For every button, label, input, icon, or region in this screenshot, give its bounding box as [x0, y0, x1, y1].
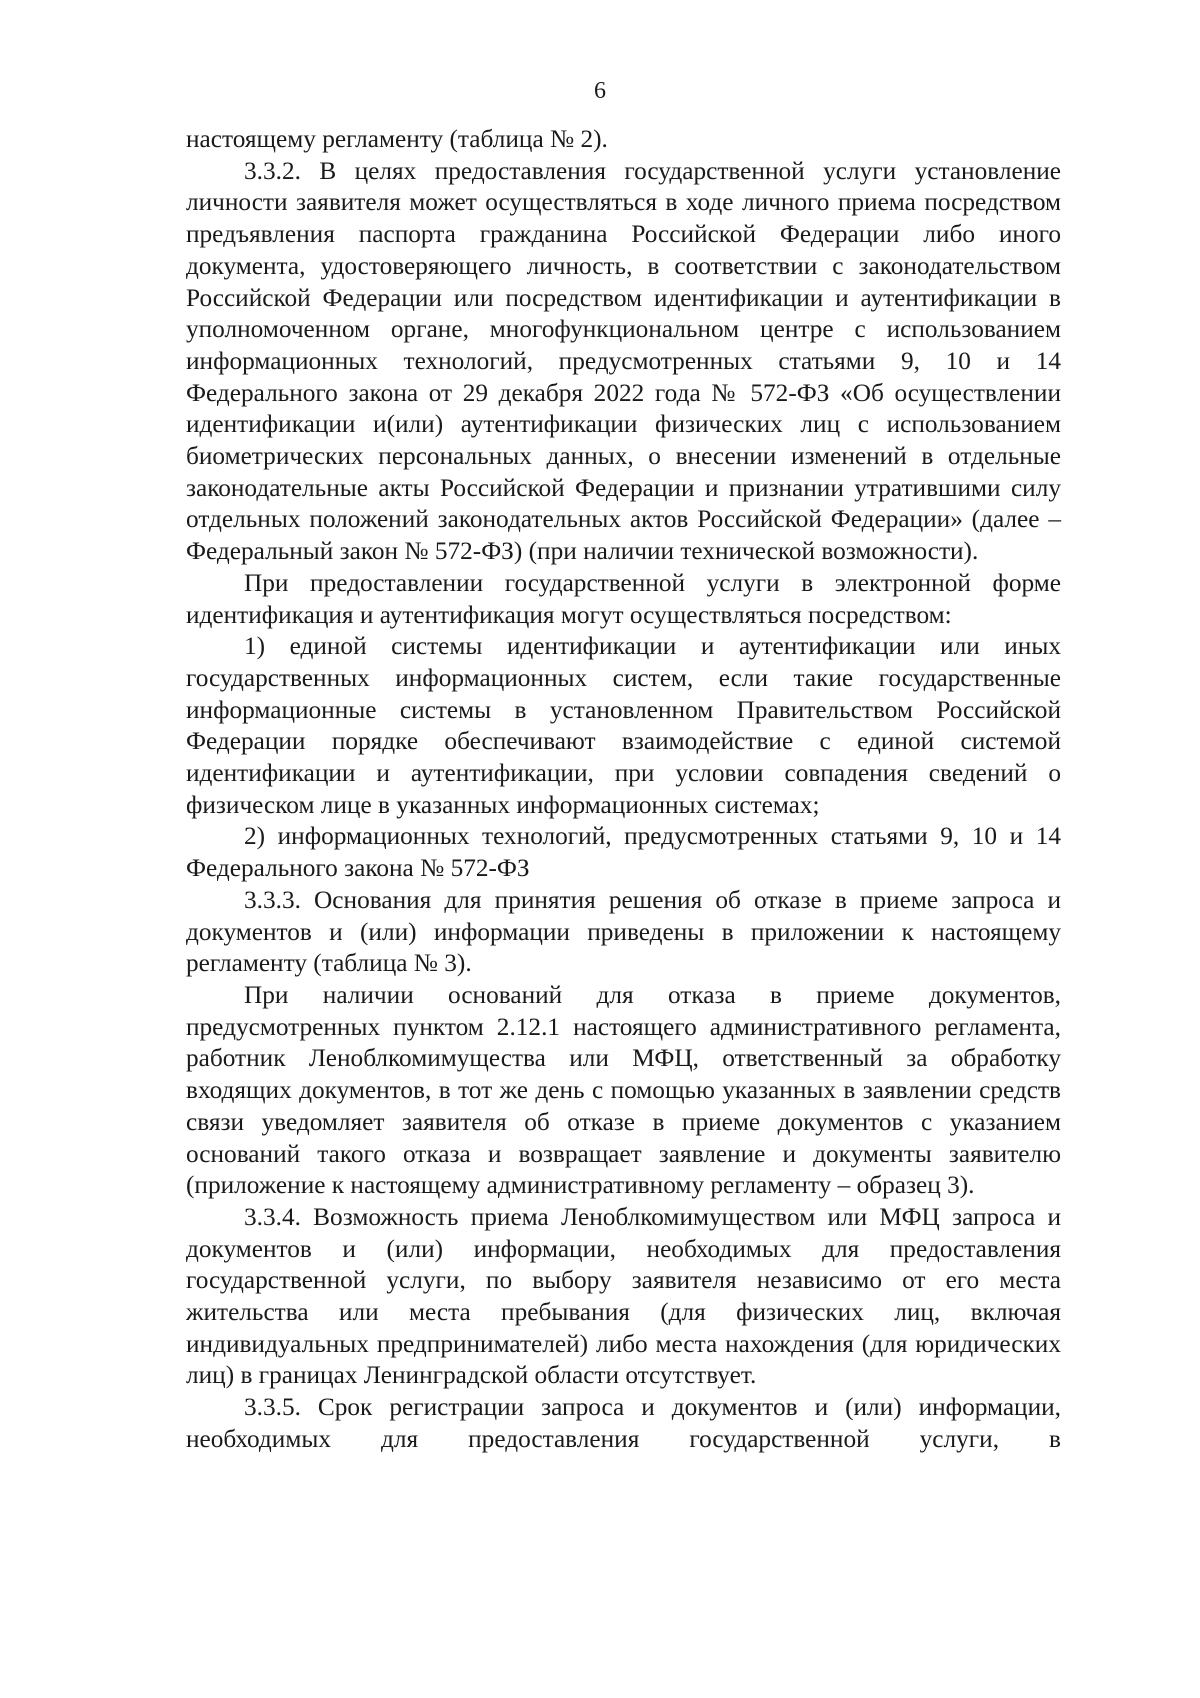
paragraph-refusal-grounds: При наличии оснований для отказа в приеме документов, предусмотренных пунктом 2.12.1 настоящего административного регламента, работник Леноблкомимущества или МФЦ, ответственный за обработку входящих документов, в тот же день с помощью указанных в заявлении средств связи уведомляет заявителя об отказе в приеме документов с указанием оснований такого отказа и возвращает заявление и документы заявителю (приложение к настоящему административному регламенту – образец 3). — [186, 980, 1061, 1200]
paragraph-3-3-4: 3.3.4. Возможность приема Леноблкомимуществом или МФЦ запроса и документов и (или) информации, необходимых для предоставления государственной услуги, по выбору заявителя независимо от его места жительства или места пребывания (для физических лиц, включая индивидуальных предпринимателей) либо места нахождения (для юридических лиц) в границах Ленинградской области отсутствует. — [186, 1202, 1061, 1390]
paragraph-3-3-2: 3.3.2. В целях предоставления государственной услуги установление личности заявителя может осуществляться в ходе личного приема посредством предъявления паспорта гражданина Российской Федерации либо иного документа, удостоверяющего личность, в соответствии с законодательством Российской Федерации или посредством идентификации и аутентификации в уполномоченном органе, многофункциональном центре с использованием информационных технологий, предусмотренных статьями 9, 10 и 14 Федерального закона от 29 декабря 2022 года № 572-ФЗ «Об осуществлении идентификации и(или) аутентификации физических лиц с использованием биометрических персональных данных, о внесении изменений в отдельные законодательные акты Российской Федерации и признании утратившими силу отдельных положений законодательных актов Российской Федерации» (далее – Федеральный закон № 572-ФЗ) (при наличии технической возможности). — [186, 156, 1061, 566]
paragraph-3-3-3: 3.3.3. Основания для принятия решения об отказе в приеме запроса и документов и (или) информации приведены в приложении к настоящему регламенту (таблица № 3). — [186, 885, 1061, 978]
paragraph-electronic-form: При предоставлении государственной услуги в электронной форме идентификация и аутентификация могут осуществляться посредством: — [186, 568, 1061, 629]
paragraph-continuation: настоящему регламенту (таблица № 2). — [186, 125, 608, 153]
paragraph-3-3-5: 3.3.5. Срок регистрации запроса и документов и (или) информации, необходимых для предоставления государственной услуги, в — [186, 1393, 1061, 1453]
list-item-1: 1) единой системы идентификации и аутентификации или иных государственных информационных систем, если такие государственные информационные системы в установленном Правительством Российской Федерации порядке обеспечивают взаимодействие с единой системой идентификации и аутентификации, при условии совпадения сведений о физическом лице в указанных информационных системах; — [186, 632, 1061, 819]
list-item-2: 2) информационных технологий, предусмотренных статьями 9, 10 и 14 Федерального закона № 572-ФЗ — [186, 822, 1061, 883]
document-body — [186, 124, 1061, 1456]
page-number: 6 — [594, 78, 606, 104]
